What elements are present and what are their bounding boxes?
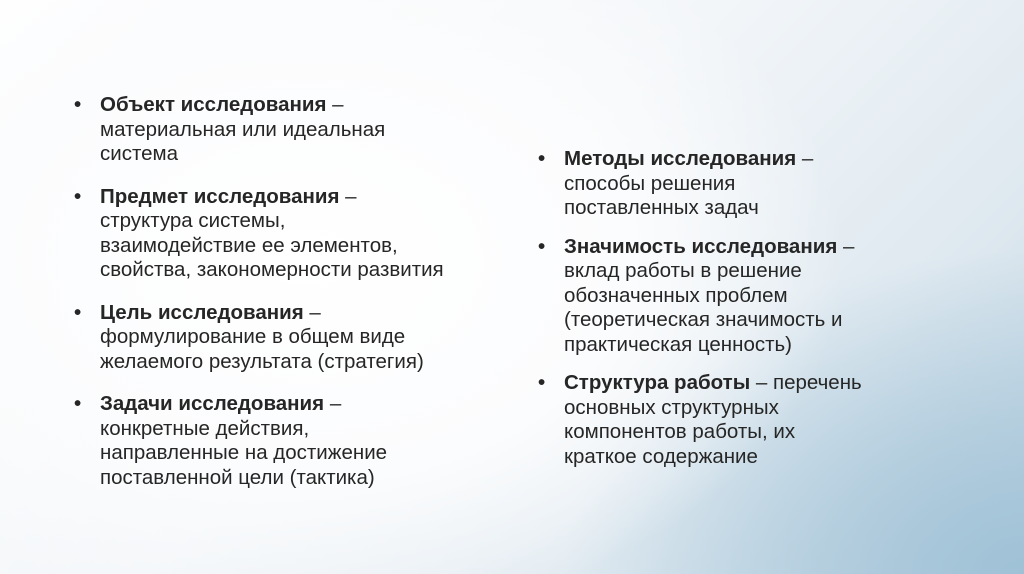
right-bullet-list bbox=[536, 147, 956, 483]
list-item-structure bbox=[536, 371, 956, 469]
bullet-icon: • bbox=[74, 93, 82, 116]
bullet-icon: • bbox=[74, 392, 82, 415]
left-bullet-list bbox=[72, 93, 492, 508]
item-term: Объект исследования bbox=[100, 93, 327, 116]
list-item-methods bbox=[536, 147, 956, 221]
item-term: Методы исследования bbox=[564, 147, 797, 170]
item-description: – структура системы, взаимодействие ее элементов, свойства, закономерности развития bbox=[100, 184, 444, 281]
list-item-goal bbox=[72, 301, 492, 375]
item-term: Структура работы bbox=[564, 371, 751, 394]
list-item-tasks bbox=[72, 392, 492, 490]
item-description: – формулирование в общем виде желаемого результата (стратегия) bbox=[100, 300, 424, 373]
item-description: – перечень основных структурных компонентов работы, их краткое содержание bbox=[564, 371, 862, 468]
bullet-icon: • bbox=[538, 371, 546, 394]
bullet-icon: • bbox=[538, 147, 546, 170]
list-item-significance bbox=[536, 235, 956, 358]
item-term: Задачи исследования bbox=[100, 392, 325, 415]
item-term: Цель исследования bbox=[100, 300, 304, 324]
item-description: – способы решения поставленных задач bbox=[564, 147, 814, 219]
list-item-subject bbox=[72, 185, 492, 283]
item-term: Значимость исследования bbox=[564, 234, 838, 258]
bullet-icon: • bbox=[74, 300, 82, 324]
bullet-icon: • bbox=[538, 234, 546, 258]
bullet-icon: • bbox=[74, 184, 82, 208]
item-description: – конкретные действия, направленные на достижение поставленной цели (тактика) bbox=[100, 392, 388, 489]
item-term: Предмет исследования bbox=[100, 184, 340, 208]
item-description: – материальная или идеальная система bbox=[100, 93, 386, 165]
item-description: – вклад работы в решение обозначенных проблем (теоретическая значимость и практическая ценность) bbox=[564, 234, 855, 356]
list-item-object bbox=[72, 93, 492, 167]
